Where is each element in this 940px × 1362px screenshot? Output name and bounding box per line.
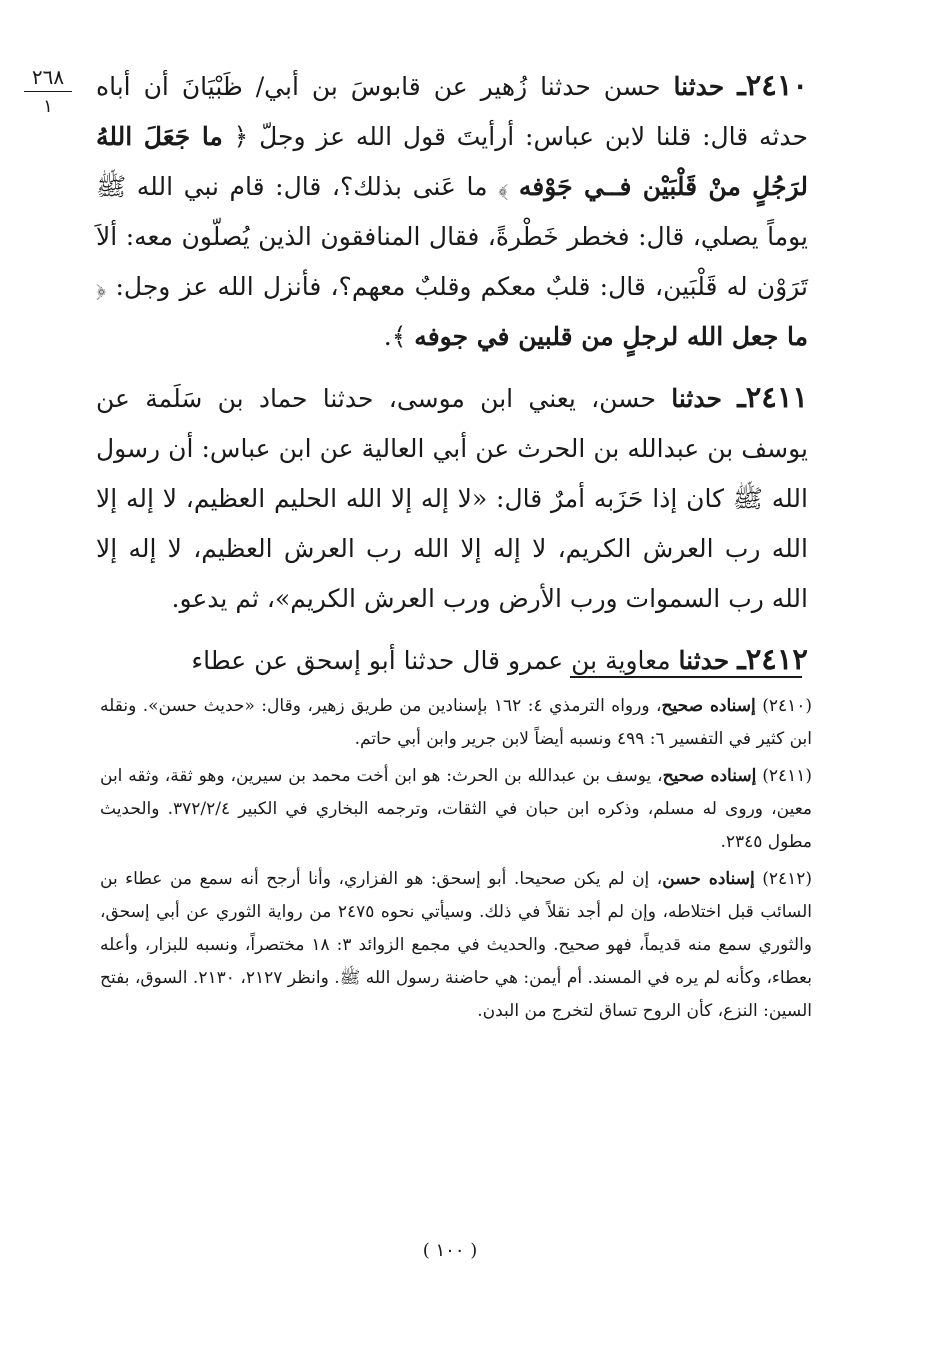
- quran-quote: ما جَعَلَ اللهُ لرَجُلٍ منْ قَلْبَيْن فــي جَوْفه: [96, 122, 808, 201]
- page-number: ( ١٠٠ ): [422, 1240, 478, 1261]
- footnote-2410: [100, 690, 812, 756]
- hadith-2410: [96, 60, 808, 362]
- hadith-2412: [96, 634, 808, 686]
- footnote-grade: إسناده حسن: [662, 869, 755, 889]
- margin-ref-volume-page: ٢٦٨: [24, 64, 72, 92]
- footnote-2411: [100, 760, 812, 859]
- footnote-ref: (٢٤١٢): [762, 869, 812, 889]
- footnote-text: ، يوسف بن عبدالله بن الحرث: هو ابن أخت محمد بن سيرين، وهو ثقة، وثقه ابن معين، وروى له مسلم، وذكره ابن حبان في الثقات، وترجمه البخاري في الكبير ٣٧٢/٢/٤. والحديث مطول ٢٣٤٥.: [100, 766, 813, 852]
- footnote-grade: إسناده صحيح: [661, 696, 756, 716]
- hadith-number: ٢٤١٢ـ: [737, 642, 808, 676]
- footnote-2412: [100, 863, 812, 1028]
- hadith-text: ﴾.: [383, 322, 415, 351]
- footnote-text: ، ورواه الترمذي ٤: ١٦٢ بإسنادين من طريق زهير، وقال: «حديث حسن». ونقله ابن كثير في التفسير ٦: ٤٩٩ ونسبه أيضاً لابن جرير وابن أبي حاتم.: [100, 696, 812, 749]
- hadith-2411: [96, 372, 808, 624]
- margin-ref-part: ١: [43, 96, 53, 117]
- footnotes: [100, 690, 812, 1032]
- hadith-text: حسن حدثنا زُهير عن قابوسَ بن أبي/ ظَبْيَانَ أن أباه حدثه قال: قلنا لابن عباس: أرأيتَ قول الله عز وجلّ ﴿: [96, 72, 808, 151]
- footnote-grade: إسناده صحيح: [662, 766, 757, 786]
- footnote-text: ، إن لم يكن صحيحا. أبو إسحق: هو الفزاري، وأنا أرجح أنه سمع من عطاء بن السائب قبل اختلاطه، وإن لم أجد نقلاً في ذلك. وسيأتي نحوه ٢٤٧٥ من رواية الثوري عن أبي إسحق، والثوري سمع منه قديماً، فهو صحيح. والحديث في مجمع الزوائد ٣: ١٨ مختصراً، ونسبه للبزار، وأعله بعطاء، وكأنه لم يره في المسند. أم أيمن: هي حاضنة رسول الله ﷺ. وانظر ٢١٢٧، ٢١٣٠. السوق، بفتح السين: النزع، كأن الروح تساق لتخرج من البدن.: [100, 869, 812, 1021]
- footnote-ref: (٢٤١٠): [762, 696, 812, 716]
- footnote-ref: (٢٤١١): [762, 766, 813, 786]
- main-text: [96, 60, 808, 696]
- hadith-text: حسن، يعني ابن موسى، حدثنا حماد بن سَلَمة عن يوسف بن عبدالله بن الحرث عن أبي العالية عن ابن عباس: أن رسول الله ﷺ كان إذا حَزَبه أمرٌ قال: «لا إله إلا الله الحليم العظيم، لا إله إلا الله رب العرش الكريم، لا إله إلا الله رب العرش العظيم، لا إله إلا الله رب السموات ورب الأرض ورب العرش الكريم»، ثم يدعو.: [96, 384, 808, 613]
- hadith-number: ٢٤١١ـ: [737, 380, 808, 414]
- margin-reference: [24, 64, 72, 120]
- hadith-lead: حدثنا: [678, 646, 730, 675]
- hadith-number: ٢٤١٠ـ: [737, 68, 808, 102]
- hadith-text: ﴾ ما عَنى بذلك؟، قال: قام نبي الله ﷺ يوماً يصلي، قال: فخطر خَطْرةً، فقال المنافقون الذين يُصلّون معه: ألاَ تَرَوْن له قَلْبَين، قال: قلبٌ معكم وقلبٌ معهم؟، فأنزل الله عز وجل: ﴿: [96, 172, 808, 301]
- hadith-text: معاوية بن عمرو قال حدثنا أبو إسحق عن عطاء: [191, 646, 679, 675]
- hadith-lead: حدثنا: [671, 384, 722, 413]
- hadith-lead: حدثنا: [673, 72, 725, 101]
- quran-quote: ما جعل الله لرجلٍ من قلبين في جوفه: [414, 322, 808, 351]
- footnote-separator: [570, 676, 802, 678]
